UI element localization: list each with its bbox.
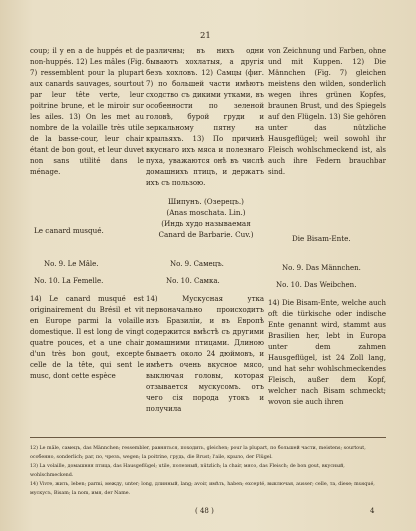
russian-column-bottom	[146, 294, 264, 415]
german-column-top	[268, 46, 386, 178]
footnote-14: 14) Vivre, жить, leben; parmi, между, unter; long, длинный, lang; avoir, имѣть, haben; excepté, выключая, ausser; celle, та, diese; musqué, мускусъ, Bisam; la nom, имя, der Name.	[30, 482, 375, 496]
footnote-divider	[30, 437, 386, 438]
latin-section-title: (Anas moschata. Lin.)	[166, 208, 246, 217]
signature-mark: 4	[370, 507, 375, 515]
russian-section-title: Шипунъ. (Озерецъ.)	[168, 197, 244, 206]
german-section-title: Die Bisam-Ente.	[292, 234, 351, 243]
french-label-female: No. 10. La Femelle.	[34, 277, 104, 285]
french-label-male: No. 9. Le Mâle.	[44, 260, 99, 268]
russian-paragraph-top: различны; въ нихъ одни бываютъ хохлатыя, а другія безъ хохловъ. 12) Самцы (фиг. 7) по большей части имѣютъ сходство съ дикими утками, въ особенности по зеленой головѣ, бурой груди и зеркальному пятну на крыльяхъ. 13) По причинѣ вкуснаго ихъ мяса и полезнаго пуха, уважаются онѣ въ числѣ домашнихъ птицъ, и держатъ ихъ съ пользою.	[146, 47, 264, 187]
german-paragraph-bottom: 14) Die Bisam-Ente, welche auch oft die türkische oder indische Ente genannt wird, stammt aus Brasilien her, lebt in Europa unter dem zahmen Hausgeflügel, ist 24 Zoll lang, und hat sehr wohlschmeckendes Fleisch, außer dem Kopf, welcher nach Bisam schmeckt; wovon sie auch ihren	[268, 299, 386, 406]
german-label-female: No. 10. Das Weibchen.	[276, 281, 357, 289]
page-number: 21	[200, 31, 211, 41]
french-section-title: Le canard musqué.	[34, 226, 104, 235]
german-column-bottom	[268, 298, 386, 408]
french-paragraph-top: coup; il y en a de huppés et de non-huppés. 12) Les mâles (Fig. 7) ressemblent pour la plupart aux canards sauvages, sourtout par leur tête verte, leur poitrine brune, et le miroir sur les ailes. 13) On les met au nombre de la volaille très utile de la basse-cour, leur chair étant de bon gout, et leur duvet non sans utilité dans le ménage.	[30, 47, 144, 176]
russian-paragraph-bottom: 14) Мускусная утка первоначально происходитъ изъ Бразиліи, и въ Европѣ содержится вмѣстѣ съ другими домашними птицами. Длиною бываетъ около 24 дюймовъ, и имѣетъ очень вкусное мясо, выключая головы, которая отзывается мускусомъ. отъ чего сія порода утокъ и получила	[146, 295, 264, 413]
russian-column-top	[146, 46, 264, 189]
french-column-top	[30, 46, 144, 178]
footnote-12: 12) Le mâle, самецъ, das Männchen; ressembler, равняться, походить, gleichen; pour la plupart, по большей части, meistens; sourtout, особенно, sonderlich; par, по, чрезъ, wegen; la poitrine, грудь, die Brust; l'aile, крыло, der Flügel.	[30, 446, 366, 460]
french-column-bottom	[30, 294, 144, 382]
russian-label-female: No. 10. Самка.	[166, 277, 220, 285]
folio-number: ( 48 )	[195, 507, 214, 515]
russian-section-subtitle: (Индь худо называемая	[161, 219, 251, 228]
german-paragraph-top: von Zeichnung und Farben, ohne und mit Kuppen. 12) Die Männchen (Fig. 7) gleichen meistens den wilden, sonderlich wegen ihres grünen Kopfes, braunen Brust, und des Spiegels auf den Flügeln. 13) Sie gehören unter das nützliche Hausgeflügel; weil sowohl ihr Fleisch wohlschmeckend ist, als auch ihre Federn brauchbar sind.	[268, 47, 386, 176]
russian-section-subtitle-2: Canard de Barbarie. Cuv.)	[158, 230, 254, 239]
footnotes	[30, 444, 386, 498]
german-label-male: No. 9. Das Männchen.	[282, 264, 361, 272]
footnote-13: 13) La volaille, домашняя птица, das Hausgeflügel; utile, полезный, nützlich; la chair, мясо, das Fleisch; de bon gout, вкусный, wohlschmeckend.	[30, 464, 345, 478]
french-paragraph-bottom: 14) Le canard musqué est originairement du Brésil et vit en Europe parmi la volaille domestique. Il est long de vingt quatre pouces, et a une chair d'un très bon gout, excepte celle de la tête, qui sent le musc, dont cette espèce	[30, 295, 144, 380]
russian-label-male: No. 9. Самецъ.	[170, 260, 224, 268]
